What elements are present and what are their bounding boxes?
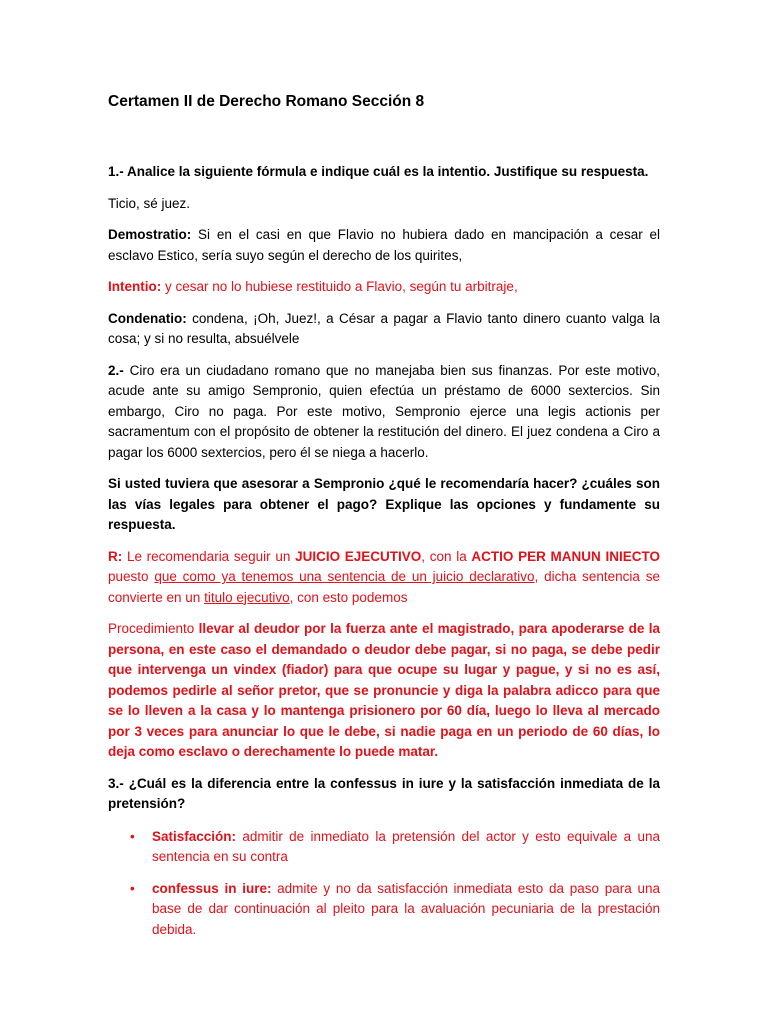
list-item: [108, 827, 660, 868]
satisfaccion-label: Satisfacción:: [152, 828, 237, 844]
confessus-label: confessus in iure:: [152, 880, 272, 896]
intentio-paragraph: [108, 277, 660, 298]
answer-2-paragraph: [108, 547, 660, 609]
satisfaccion-text: admitir de inmediato la pretensión del actor y esto equivale a una sentencia en su contra: [152, 828, 660, 864]
juicio-ejecutivo-term: JUICIO EJECUTIVO: [295, 548, 422, 564]
procedure-label: Procedimiento: [108, 621, 195, 636]
document-title: Certamen II de Derecho Romano Sección 8: [108, 93, 425, 110]
demostratio-paragraph: [108, 225, 660, 266]
demostratio-label: Demostratio:: [108, 227, 192, 242]
intentio-label: Intentio:: [108, 279, 162, 294]
condenatio-text: condena, ¡Oh, Juez!, a César a pagar a Flavio tanto dinero cuanto valga la cosa; y si no resulta, absuélvele: [108, 310, 660, 346]
bullet-icon: •: [130, 880, 135, 896]
confessus-text: admite y no da satisfacción inmediata esto da paso para una base de dar continuación al pleito para la avaluación pecuniaria de la prestación debida.: [152, 880, 660, 937]
actio-term: ACTIO PER MANUN INIECTO: [471, 548, 660, 564]
answer-text: , con la: [421, 548, 472, 564]
answer-text: Le recomendaria seguir un: [122, 548, 296, 564]
question-2-prompt: Si usted tuviera que asesorar a Sempronio ¿qué le recomendaría hacer? ¿cuáles son las vías legales para obtener el pago? Explique las opciones y fundamente su respuesta.: [108, 476, 660, 532]
question-2-statement: [108, 361, 660, 464]
answer-text: , con esto podemos: [289, 589, 408, 605]
answer-label: R:: [108, 548, 123, 564]
underlined-phrase: que como ya tenemos una sentencia de un juicio declarativo: [154, 569, 535, 584]
demostratio-text: Si en el casi en que Flavio no hubiera dado en mancipación a cesar el esclavo Estico, sería suyo según el derecho de los quirites,: [108, 227, 660, 263]
condenatio-label: Condenatio:: [108, 310, 187, 326]
answer-text: puesto: [108, 569, 155, 584]
formula-intro: Ticio, sé juez.: [108, 195, 191, 211]
condenatio-paragraph: [108, 309, 660, 350]
intentio-text: y cesar no lo hubiese restituido a Flavio, según tu arbitraje,: [161, 279, 518, 294]
question-3-heading: 3.- ¿Cuál es la diferencia entre la confessus in iure y la satisfacción inmediata de la pretensión?: [108, 775, 660, 811]
question-2-text: Ciro era un ciudadano romano que no manejaba bien sus finanzas. Por este motivo, acude ante su amigo Sempronio, quien efectúa un préstamo de 6000 sextercios. Sin embargo, Ciro no paga. Por este motivo, Sempronio ejerce una legis actionis per sacramentum con el propósito de obtener la restitución del dinero. El juez condena a Ciro a pagar los 6000 sextercios, pero él se niega a hacerlo.: [108, 362, 660, 460]
list-item: [108, 879, 660, 941]
procedure-paragraph: [108, 619, 660, 763]
bullet-icon: •: [130, 828, 135, 844]
procedure-text: llevar al deudor por la fuerza ante el magistrado, para apoderarse de la persona, en este caso el demandado o deudor debe pagar, si no paga, se debe pedir que intervenga un vindex (fiador) para que ocupe su lugar y pague, y si no es así, podemos pedirle al señor pretor, que se pronuncie y diga la palabra adicco para que se lo lleven a la casa y lo mantenga prisionero por 60 día, luego lo lleva al mercado por 3 veces para anunciar lo que le debe, si nadie paga en un periodo de 60 días, lo deja como esclavo o derechamente lo puede matar.: [108, 621, 660, 759]
titulo-ejecutivo-term: titulo ejecutivo: [204, 589, 290, 605]
question-1-heading: 1.- Analice la siguiente fórmula e indique cuál es la intentio. Justifique su respuesta.: [108, 164, 649, 179]
question-2-number: 2.-: [108, 362, 124, 378]
answer-3-list: [108, 827, 660, 941]
answer-text: , dicha sentencia se convierte en un: [108, 569, 660, 605]
